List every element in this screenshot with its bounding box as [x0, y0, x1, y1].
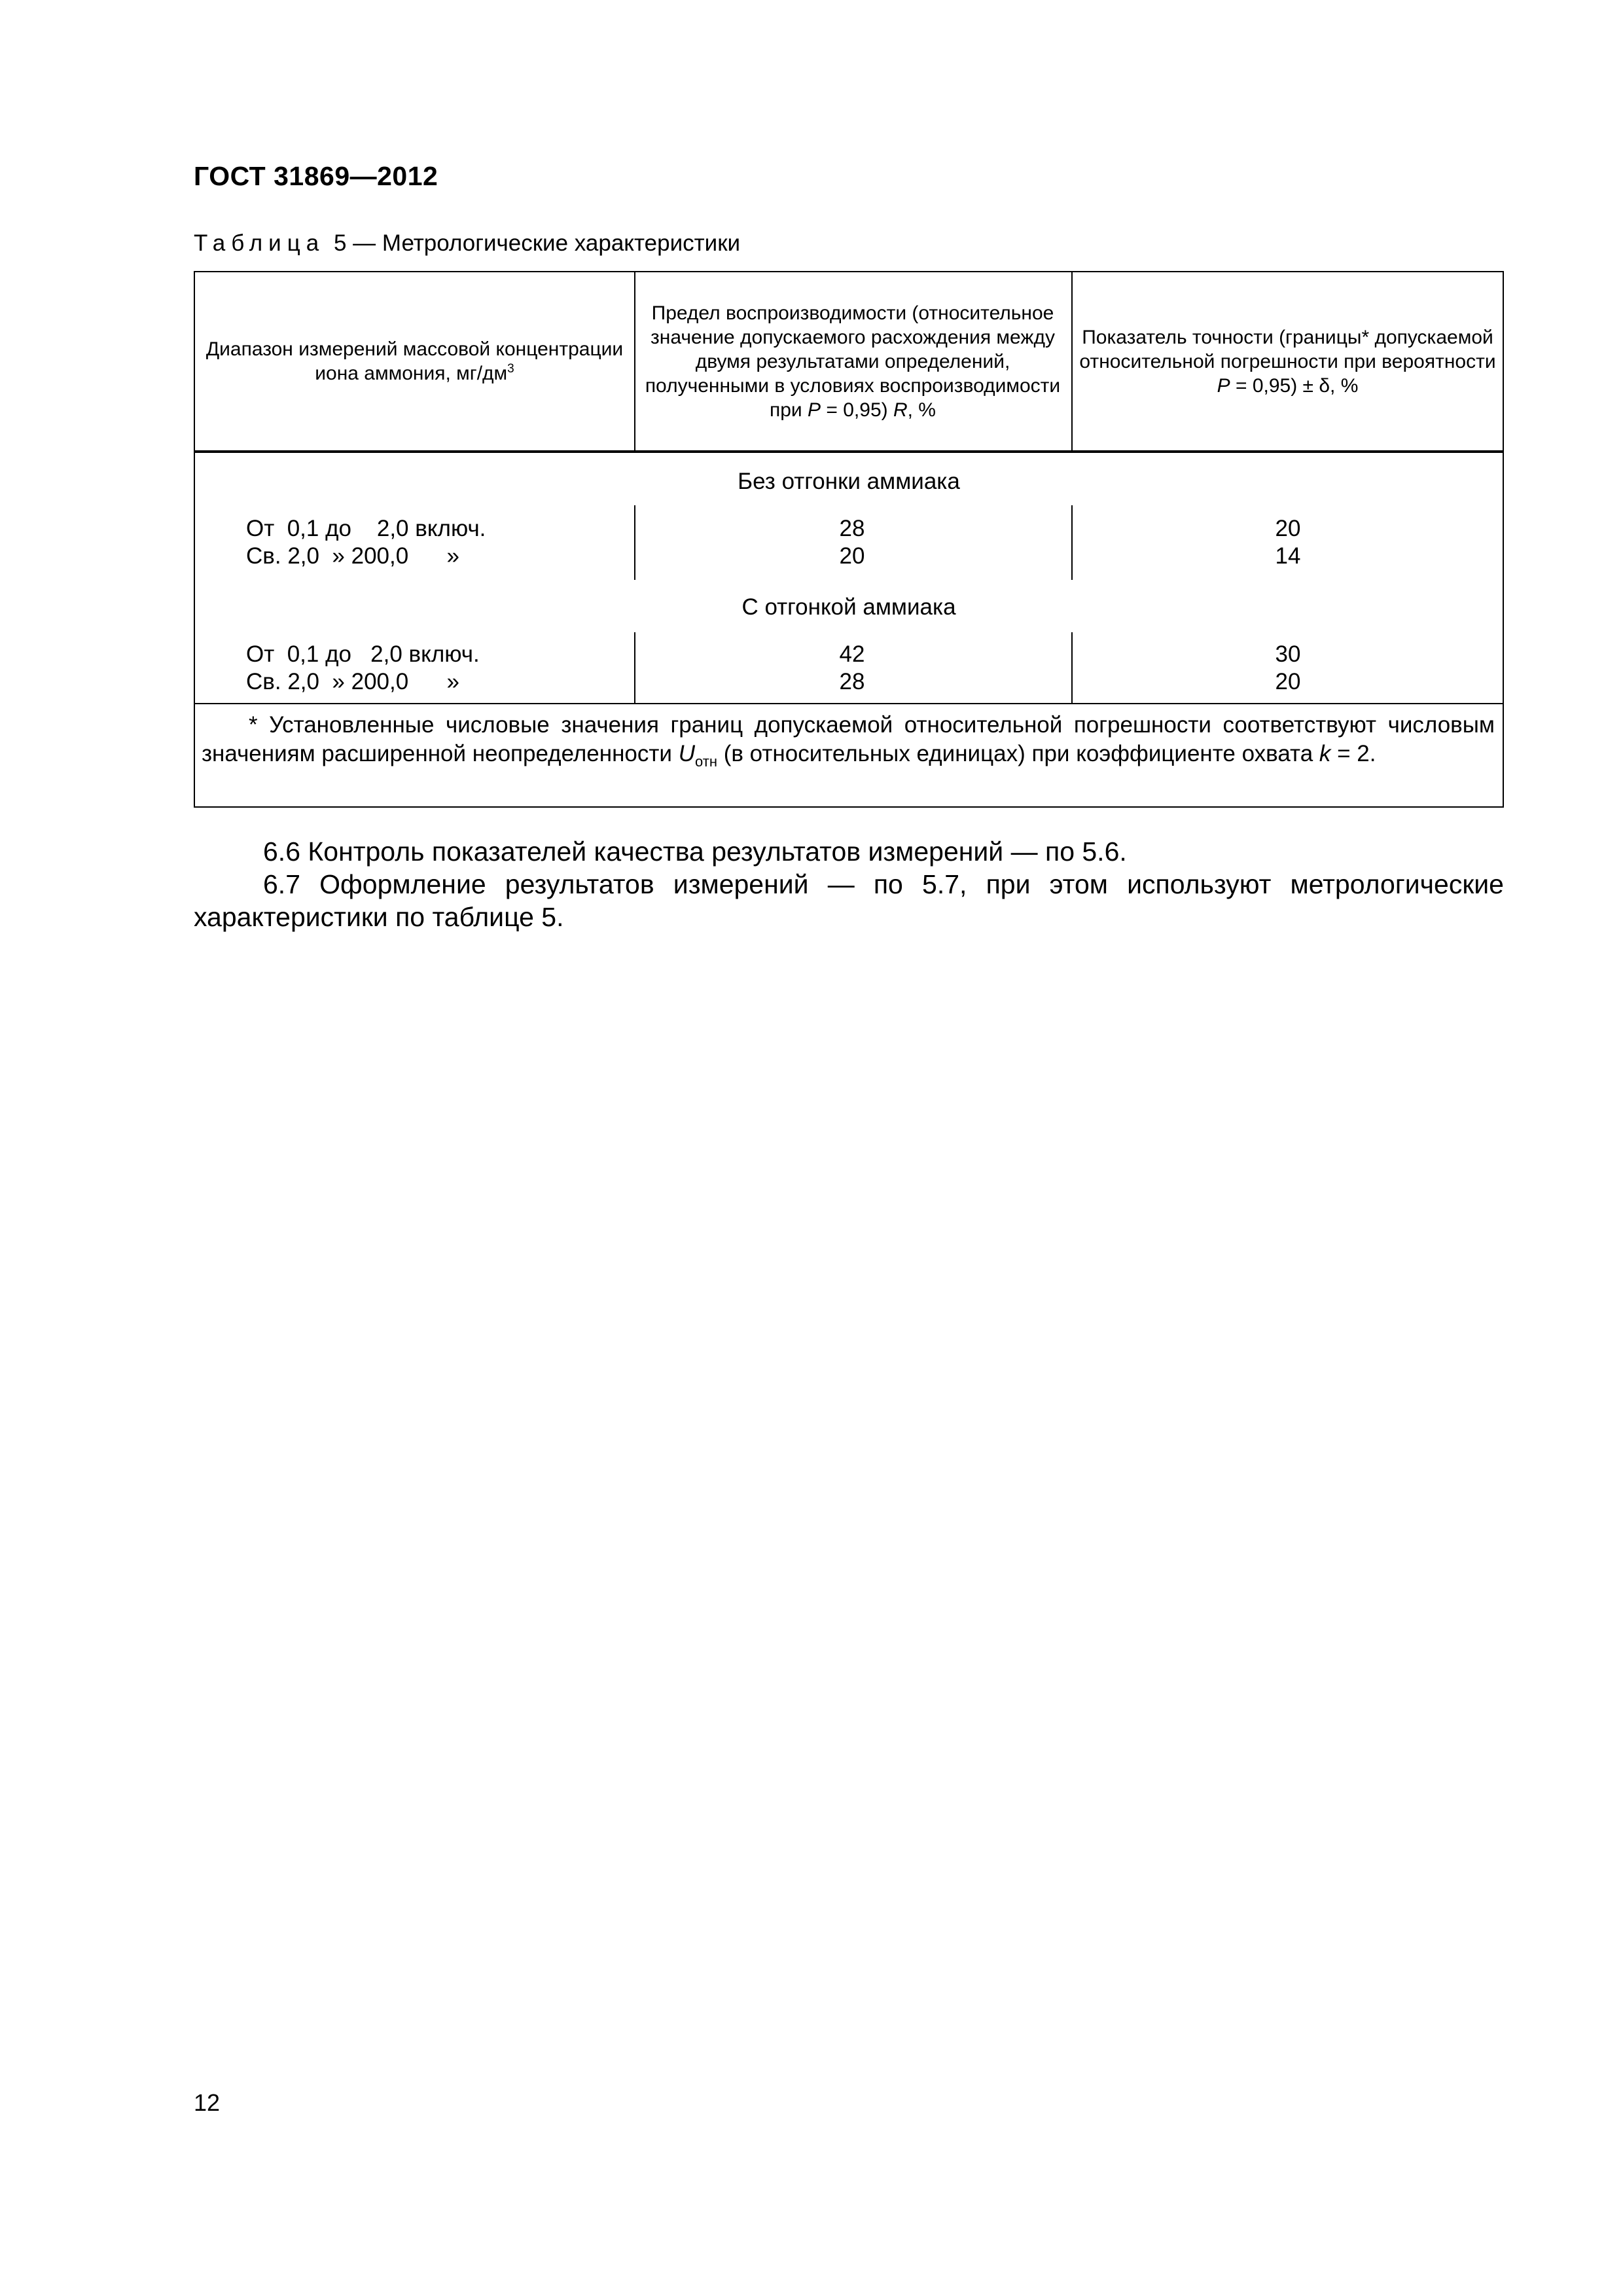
header-reproducibility-r: R [893, 399, 908, 421]
header-accuracy-p: P [1217, 374, 1230, 397]
paragraph-6-7: 6.7 Оформление результатов измерений — по 5.7, при этом используют метрологические характеристики по таблице 5. [194, 869, 1504, 932]
header-reproducibility-mid: = 0,95) [821, 399, 893, 421]
section-title-with-distillation: С отгонкой аммиака [741, 594, 956, 620]
section-title-without-distillation: Без отгонки аммиака [738, 469, 960, 494]
table-row-accuracy: 20 [1275, 516, 1301, 541]
table-footnote [202, 711, 1495, 768]
table-row-reproducibility: 42 [839, 641, 865, 667]
header-accuracy-end: = 0,95) ± δ, % [1230, 374, 1359, 397]
table-row-range: От 0,1 до 2,0 включ. [246, 641, 480, 667]
table-row-reproducibility: 28 [839, 516, 865, 541]
table-row-range: От 0,1 до 2,0 включ. [246, 516, 486, 541]
footnote-k-symbol: k [1319, 741, 1331, 766]
table-row-reproducibility: 20 [839, 543, 865, 569]
table-row-range: Св. 2,0 » 200,0 » [246, 543, 460, 569]
table-row-accuracy: 30 [1275, 641, 1301, 667]
header-divider-1 [634, 272, 635, 450]
header-separator-double [195, 450, 1503, 453]
header-divider-2 [1071, 272, 1073, 450]
header-cell-accuracy [1071, 272, 1504, 450]
body-divider-2b [1071, 632, 1073, 703]
header-range-text: Диапазон измерений массовой концентрации иона аммония, мг/дм [205, 338, 624, 384]
footnote-text-1: * Установленные числовые значения границ допускаемой относительной погрешности соответствуют числовым значениям расширенной неопределенности [202, 712, 1495, 766]
table-row-range: Св. 2,0 » 200,0 » [246, 669, 460, 694]
body-divider-1b [634, 632, 635, 703]
body-divider-2a [1071, 505, 1073, 580]
table-caption-word: Таблица [194, 230, 325, 256]
table-caption-title: — Метрологические характеристики [353, 230, 741, 256]
table-caption-number: 5 [333, 230, 347, 256]
header-cell-range [195, 272, 634, 450]
header-reproducibility-p: P [808, 399, 821, 421]
header-cell-reproducibility [634, 272, 1071, 450]
table-row-accuracy: 14 [1275, 543, 1301, 569]
header-range-superscript: 3 [507, 362, 514, 376]
footnote-u-symbol: U [678, 741, 695, 766]
header-accuracy-text: Показатель точности (границы* допускаемой относительной погрешности при вероятности [1079, 326, 1496, 372]
footnote-text-2: (в относительных единицах) при коэффициенте охвата [717, 741, 1319, 766]
page-number: 12 [194, 2089, 221, 2116]
table-row-accuracy: 20 [1275, 669, 1301, 694]
header-reproducibility-end: , % [907, 399, 936, 421]
footnote-u-subscript: отн [695, 753, 717, 770]
paragraph-6-6: 6.6 Контроль показателей качества результатов измерений — по 5.6. [263, 836, 1127, 867]
footnote-text-3: = 2. [1330, 741, 1376, 766]
header-reproducibility-text: Предел воспроизводимости (относительное значение допускаемого расхождения между двумя результатами определений, полученными в условиях воспроизводимости при [645, 302, 1061, 421]
document-number: ГОСТ 31869—2012 [194, 161, 438, 191]
metrological-table [194, 271, 1504, 808]
footnote-separator [195, 703, 1503, 704]
table-caption [194, 230, 740, 257]
body-divider-1a [634, 505, 635, 580]
table-row-reproducibility: 28 [839, 669, 865, 694]
